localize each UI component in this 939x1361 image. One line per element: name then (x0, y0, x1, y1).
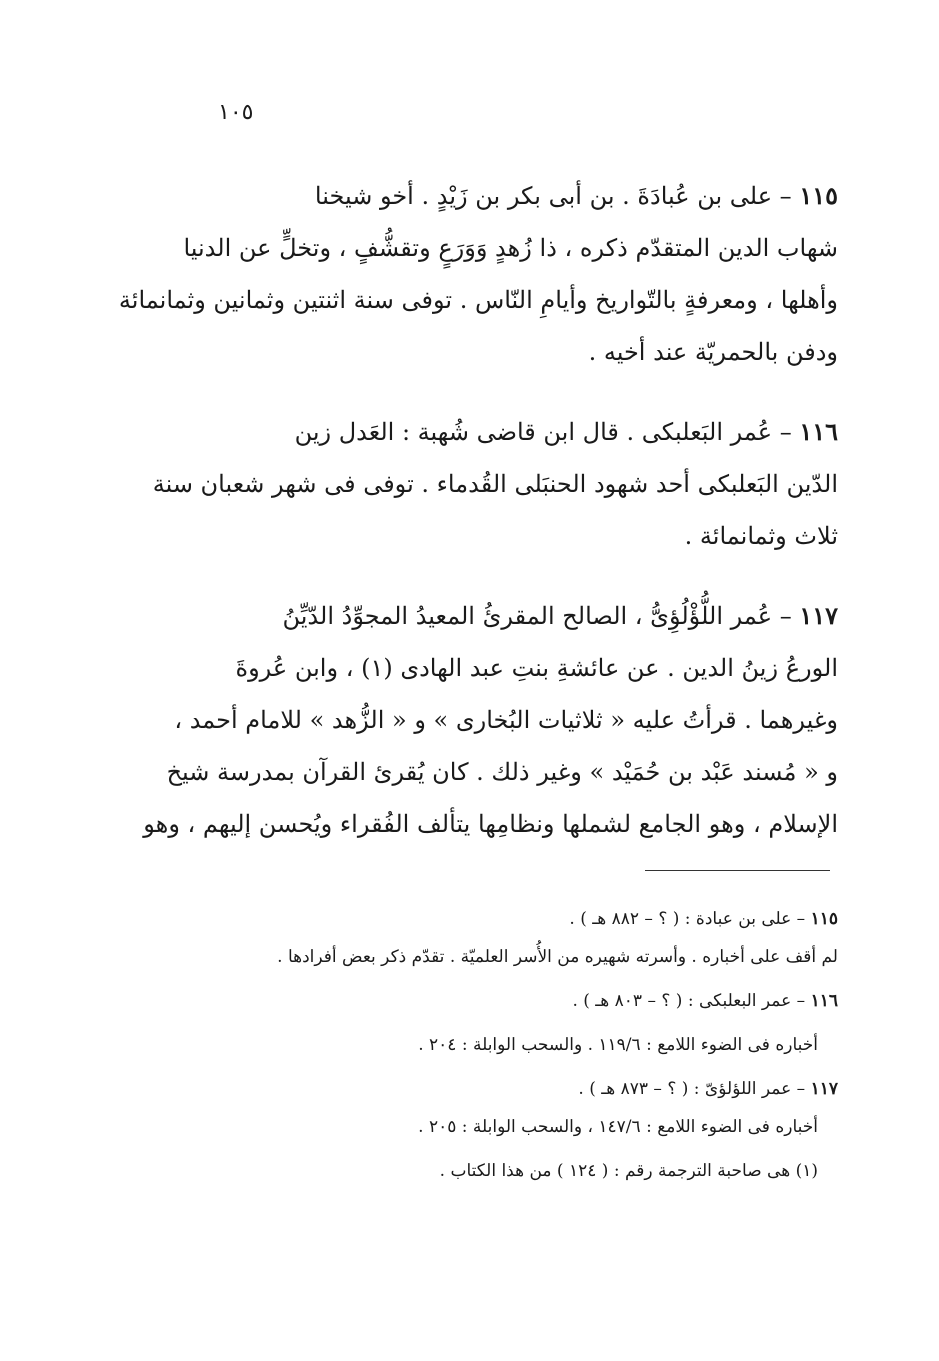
footnote-number: ١١٦ (810, 991, 838, 1011)
main-text (118, 170, 838, 878)
footnote-line (170, 1070, 838, 1108)
footnote-text: أخباره فى الضوء اللامع : ١٤٧/٦ ، والسحب الوابلة : ٢٠٥ . (418, 1117, 818, 1137)
entry-line: – على بن عُبادَةَ . بن أبى بكر بن زَيْدٍ . أخو شيخنا (314, 182, 792, 210)
entry-line: وغيرهما . قرأتُ عليه « ثلاثيات البُخارى » و « الزُّهد » للامام أحمد ، (174, 706, 838, 734)
entry-line: ثلاث وثمانمائة . (684, 522, 838, 550)
entry-117 (143, 590, 838, 850)
footnote-text: – على بن عبادة : ( ؟ – ٨٨٢ هـ ) . (569, 909, 806, 929)
entry-line: ودفن بالحمريّة عند أخيه . (588, 338, 838, 366)
page-number: ١٠٥ (218, 100, 254, 125)
entry-line: شهاب الدين المتقدّم ذكره ، ذا زُهدٍ وَوَرَعٍ وتقشُّفٍ ، وتخلٍّ عن الدنيا (183, 234, 838, 262)
footnote-line (170, 982, 838, 1020)
entry-116 (152, 406, 838, 562)
entry-line: الدّين البَعلبكى أحد شهود الحنبَلى القُدماء . توفى فى شهر شعبان سنة (152, 470, 838, 498)
footnote-line (170, 900, 838, 938)
footnote-line (170, 938, 838, 976)
entry-line: وأهلها ، ومعرفةٍ بالتّواريخ وأيامِ النّاس . توفى سنة اثنتين وثمانين وثمانمائة (118, 286, 838, 314)
footnote-separator (645, 870, 830, 871)
footnote-number: ١١٧ (810, 1079, 838, 1099)
footnote-number: ١١٥ (810, 909, 838, 929)
entry-line: – عُمر البَعلبكى . قال ابن قاضى شُهبة : العَدل زين (294, 418, 792, 446)
footnote-text: أخباره فى الضوء اللامع : ١١٩/٦ . والسحب الوابلة : ٢٠٤ . (418, 1035, 818, 1055)
entry-number: ١١٧ (799, 601, 838, 630)
footnote-text: (١) هى صاحبة الترجمة رقم : ( ١٢٤ ) من هذا الكتاب . (439, 1161, 818, 1181)
entry-number: ١١٥ (799, 181, 838, 210)
footnote-line (170, 1108, 838, 1146)
footnote-text: – عمر اللؤلؤىّ : ( ؟ – ٨٧٣ هـ ) . (578, 1079, 806, 1099)
entry-line: الإسلام ، وهو الجامع لشملها ونظامِها يتألف الفُقراء ويُحسن إليهم ، وهو (143, 810, 838, 838)
entry-number: ١١٦ (799, 417, 838, 446)
entry-line: – عُمر اللُّؤْلُؤِىُّ ، الصالح المقرئُ المعيدُ المجوِّدُ الدّيِّنُ (282, 602, 792, 630)
footnote-line (170, 1152, 838, 1190)
entry-line: و « مُسند عَبْد بن حُمَيْد » وغير ذلك . كان يُقرئ القرآن بمدرسة شيخ (166, 758, 838, 786)
footnote-text: – عمر البعلبكى : ( ؟ – ٨٠٣ هـ ) . (572, 991, 806, 1011)
footnote-line (170, 1026, 838, 1064)
entry-line: الورعُ زينُ الدين . عن عائشةِ بنتِ عبد الهادى (١) ، وابن عُروةَ (235, 654, 838, 682)
footnotes (170, 900, 838, 1190)
entry-115 (118, 170, 838, 378)
footnote-text: لم أقف على أخباره . وأسرته شهيره من الأُسر العلميّة . تقدّم ذكر بعض أفرادها . (277, 947, 838, 967)
